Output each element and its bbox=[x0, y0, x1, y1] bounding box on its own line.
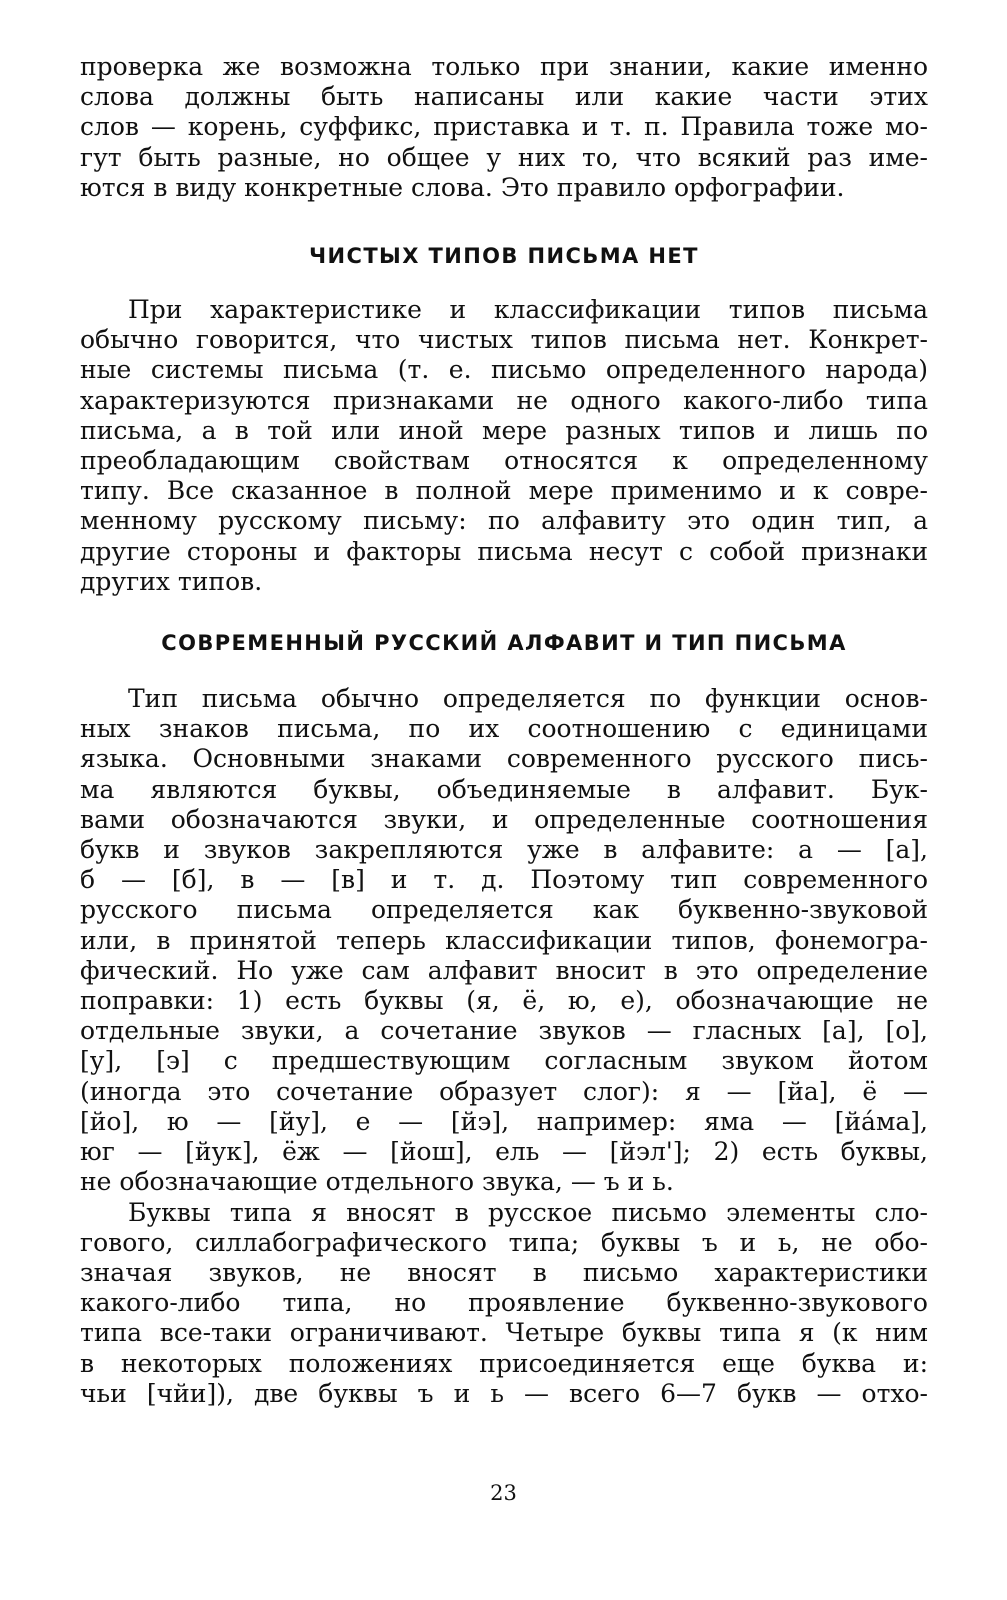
text-line: языка. Основными знаками современного русского пись- bbox=[80, 744, 928, 774]
text-line: типу. Все сказанное в полной мере применимо и к совре- bbox=[80, 476, 928, 506]
text-line: слов — корень, суффикс, приставка и т. п. Правила тоже мо- bbox=[80, 112, 928, 142]
text-line: проверка же возможна только при знании, какие именно bbox=[80, 52, 928, 81]
text-line: или, в принятой теперь классификации типов, фонемогра- bbox=[80, 925, 928, 955]
paragraph-types bbox=[80, 295, 928, 597]
text-line: ных знаков письма, по их соотношению с единицами bbox=[80, 714, 928, 744]
text-line: преобладающим свойствам относятся к определенному bbox=[80, 446, 928, 476]
text-line: чьи [чйи]), две буквы ъ и ь — всего 6—7 букв — отхо- bbox=[80, 1378, 928, 1408]
text-line: букв и звуков закрепляются уже в алфавите: а — [а], bbox=[80, 835, 928, 865]
paragraph-alphabet bbox=[80, 684, 928, 1197]
section-heading-russian-alphabet: СОВРЕМЕННЫЙ РУССКИЙ АЛФАВИТ И ТИП ПИСЬМА bbox=[161, 631, 847, 656]
text-line: Тип письма обычно определяется по функции основ- bbox=[128, 684, 928, 714]
text-line: типа все-таки ограничивают. Четыре буквы типа я (к ним bbox=[80, 1318, 928, 1348]
text-line: какого-либо типа, но проявление буквенно-звукового bbox=[80, 1288, 928, 1318]
text-line: значая звуков, не вносят в письмо характеристики bbox=[80, 1257, 928, 1287]
text-line: ются в виду конкретные слова. Это правило орфографии. bbox=[80, 172, 845, 202]
text-line: менному русскому письму: по алфавиту это один тип, а bbox=[80, 506, 928, 536]
text-line: (иногда это сочетание образует слог): я — [йа], ё — bbox=[80, 1076, 928, 1106]
text-line: письма, а в той или иной мере разных типов и лишь по bbox=[80, 415, 928, 445]
text-line: не обозначающие отдельного звука, — ъ и ь. bbox=[80, 1167, 674, 1197]
text-line: гут быть разные, но общее у них то, что всякий раз име- bbox=[80, 142, 928, 172]
text-line: в некоторых положениях присоединяется еще буква и: bbox=[80, 1348, 928, 1378]
text-line: фический. Но уже сам алфавит вносит в это определение bbox=[80, 955, 928, 985]
text-line: слова должны быть написаны или какие части этих bbox=[80, 82, 928, 112]
text-line: гового, силлабографического типа; буквы ъ и ь, не обо- bbox=[80, 1227, 928, 1257]
text-line: юг — [йук], ёж — [йош], ель — [йэл']; 2) есть буквы, bbox=[80, 1137, 928, 1167]
text-line: [йо], ю — [йу], е — [йэ], например: яма — [йа́ма], bbox=[80, 1106, 928, 1136]
text-line: других типов. bbox=[80, 566, 263, 596]
text-line: ные системы письма (т. е. письмо определенного народа) bbox=[80, 355, 928, 385]
paragraph-syllabic bbox=[80, 1198, 928, 1409]
page-body bbox=[80, 52, 928, 1409]
text-line: характеризуются признаками не одного какого-либо типа bbox=[80, 385, 928, 415]
page-number: 23 bbox=[490, 1481, 517, 1505]
section-heading-pure-types: ЧИСТЫХ ТИПОВ ПИСЬМА НЕТ bbox=[309, 244, 699, 269]
text-line: б — [б], в — [в] и т. д. Поэтому тип современного bbox=[80, 865, 928, 895]
text-line: Буквы типа я вносят в русское письмо элементы сло- bbox=[128, 1197, 928, 1227]
text-line: вами обозначаются звуки, и определенные соотношения bbox=[80, 804, 928, 834]
text-line: [у], [э] с предшествующим согласным звуком йотом bbox=[80, 1046, 928, 1076]
text-line: отдельные звуки, а сочетание звуков — гласных [а], [о], bbox=[80, 1016, 928, 1046]
paragraph-intro bbox=[80, 52, 928, 203]
text-line: ма являются буквы, объединяемые в алфавит. Бук- bbox=[80, 774, 928, 804]
text-line: обычно говорится, что чистых типов письма нет. Конкрет- bbox=[80, 325, 928, 355]
text-line: При характеристике и классификации типов письма bbox=[128, 295, 928, 325]
text-line: русского письма определяется как буквенно-звуковой bbox=[80, 895, 928, 925]
text-line: поправки: 1) есть буквы (я, ё, ю, е), обозначающие не bbox=[80, 986, 928, 1016]
text-line: другие стороны и факторы письма несут с собой признаки bbox=[80, 536, 928, 566]
